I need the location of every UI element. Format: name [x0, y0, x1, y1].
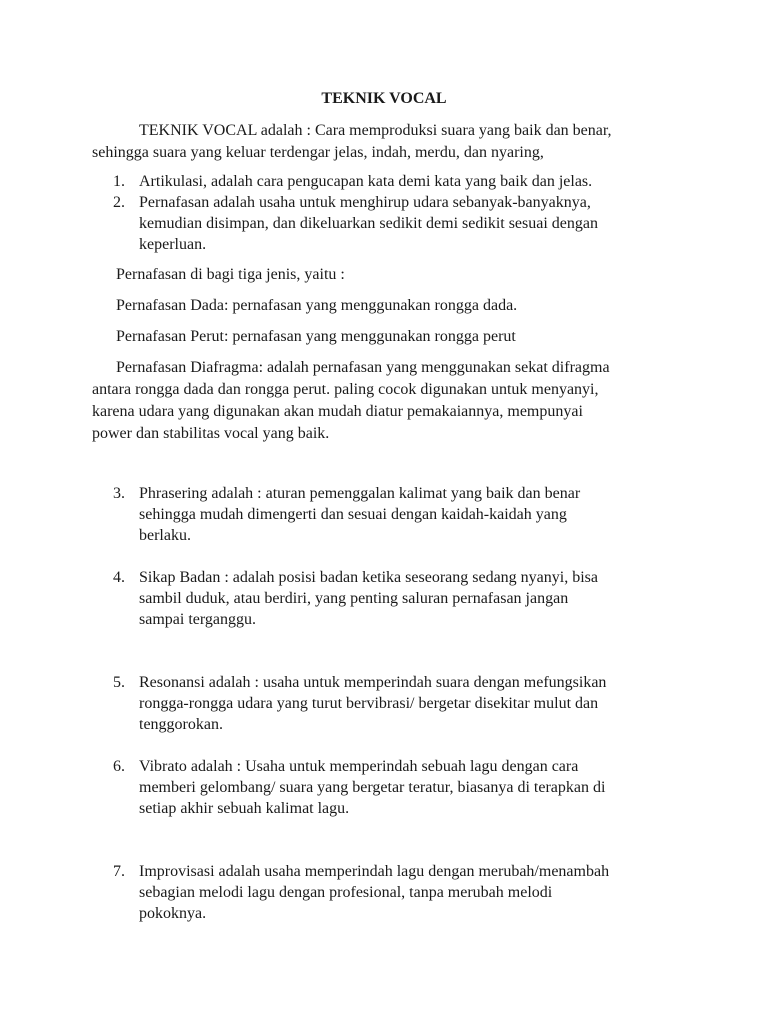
- page-title: TEKNIK VOCAL: [321, 90, 447, 107]
- list-item-4-line-1: Sikap Badan : adalah posisi badan ketika seseorang sedang nyanyi, bisa: [139, 569, 598, 586]
- list-item-3-line-1: Phrasering adalah : aturan pemenggalan kalimat yang baik dan benar: [139, 485, 581, 502]
- list-item-5-line-2: rongga-rongga udara yang turut bervibrasi/ bergetar disekitar mulut dan: [139, 695, 599, 712]
- breathing-dada: Pernafasan Dada: pernafasan yang menggunakan rongga dada.: [116, 297, 518, 314]
- list-item-4-line-3: sampai terganggu.: [139, 611, 257, 628]
- breathing-intro: Pernafasan di bagi tiga jenis, yaitu :: [116, 266, 345, 283]
- list-item-1-number: 1.: [113, 173, 125, 190]
- list-item-3-number: 3.: [113, 485, 125, 502]
- breathing-diafragma-line-4: power dan stabilitas vocal yang baik.: [92, 425, 330, 442]
- list-item-7-line-3: pokoknya.: [139, 905, 207, 922]
- list-item-2-line-1: Pernafasan adalah usaha untuk menghirup udara sebanyak-banyaknya,: [139, 194, 591, 211]
- breathing-diafragma-line-2: antara rongga dada dan rongga perut. paling cocok digunakan untuk menyanyi,: [92, 381, 599, 398]
- list-item-7-line-2: sebagian melodi lagu dengan profesional, tanpa merubah melodi: [139, 884, 553, 901]
- list-item-6-line-2: memberi gelombang/ suara yang bergetar teratur, biasanya di terapkan di: [139, 779, 606, 796]
- breathing-diafragma-line-3: karena udara yang digunakan akan mudah diatur pemakaiannya, mempunyai: [92, 403, 583, 420]
- breathing-diafragma-line-1: Pernafasan Diafragma: adalah pernafasan yang menggunakan sekat difragma: [116, 359, 610, 376]
- list-item-4-number: 4.: [113, 569, 125, 586]
- intro-line-1: TEKNIK VOCAL adalah : Cara memproduksi suara yang baik dan benar,: [139, 122, 612, 139]
- list-item-5-line-3: tenggorokan.: [139, 716, 223, 733]
- list-item-2-line-2: kemudian disimpan, dan dikeluarkan sedikit demi sedikit sesuai dengan: [139, 215, 599, 232]
- intro-line-2: sehingga suara yang keluar terdengar jelas, indah, merdu, dan nyaring,: [92, 144, 544, 161]
- list-item-2-number: 2.: [113, 194, 125, 211]
- list-item-6-line-3: setiap akhir sebuah kalimat lagu.: [139, 800, 350, 817]
- list-item-6-number: 6.: [113, 758, 125, 775]
- list-item-1-line-1: Artikulasi, adalah cara pengucapan kata demi kata yang baik dan jelas.: [139, 173, 593, 190]
- list-item-5-line-1: Resonansi adalah : usaha untuk memperindah suara dengan mefungsikan: [139, 674, 607, 691]
- list-item-3-line-3: berlaku.: [139, 527, 191, 544]
- list-item-4-line-2: sambil duduk, atau berdiri, yang penting saluran pernafasan jangan: [139, 590, 569, 607]
- breathing-perut: Pernafasan Perut: pernafasan yang menggunakan rongga perut: [116, 328, 516, 345]
- list-item-6-line-1: Vibrato adalah : Usaha untuk memperindah sebuah lagu dengan cara: [139, 758, 579, 775]
- list-item-7-line-1: Improvisasi adalah usaha memperindah lagu dengan merubah/menambah: [139, 863, 610, 880]
- list-item-7-number: 7.: [113, 863, 125, 880]
- list-item-5-number: 5.: [113, 674, 125, 691]
- list-item-2-line-3: keperluan.: [139, 236, 207, 253]
- list-item-3-line-2: sehingga mudah dimengerti dan sesuai dengan kaidah-kaidah yang: [139, 506, 567, 523]
